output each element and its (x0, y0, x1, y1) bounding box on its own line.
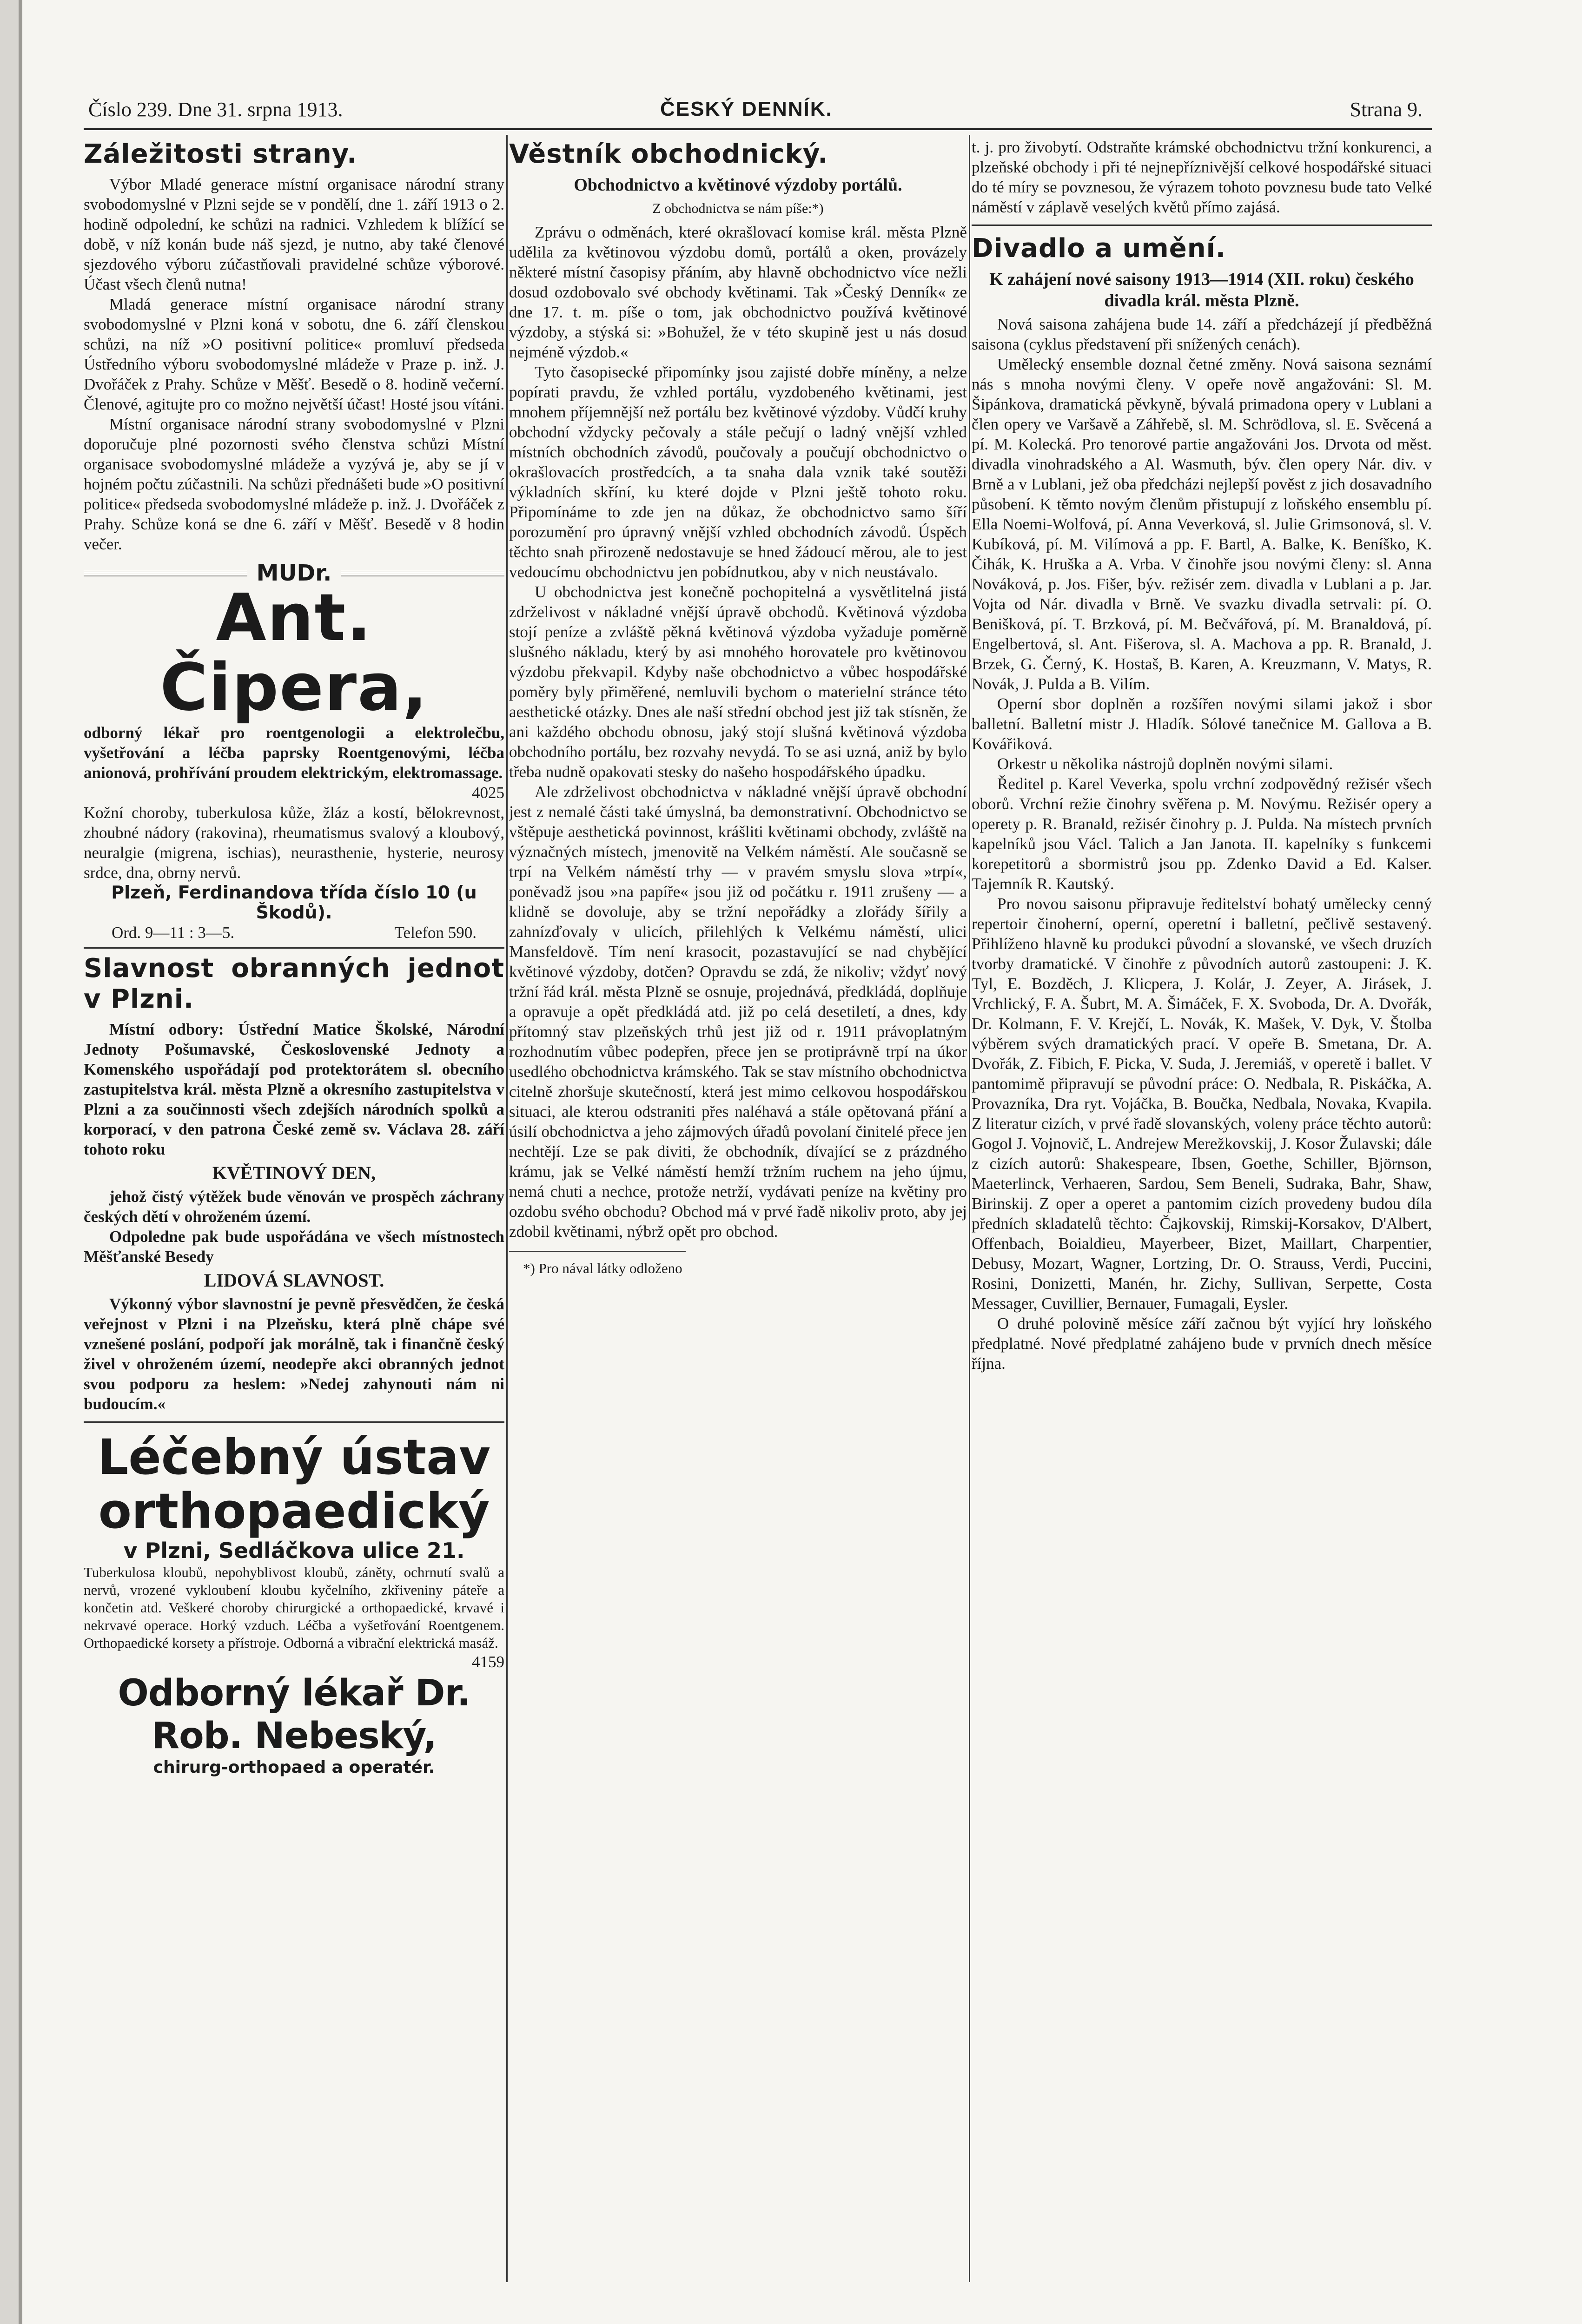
article-paragraph: Odpoledne pak bude uspořádána ve všech místnostech Měšťanské Besedy (84, 1228, 504, 1266)
article-paragraph: Tyto časopisecké připomínky jsou zajisté dobře míněny, a nelze popírati pravdu, že vzhled portálu, vyzdobeného květinami, jest mnohem příjemnější než portálu bez květinové výzdoby. Vůdčí kruhy obchodní vždycky pečovaly a stále pečují o ladný vnější vzhled místních obchodních závodů, poučovaly a poučují obchodnictvo o okrašlovacích prostředcích, a ta snaha dala vznik také soutěži výkladních skříní, ku které dojde v Plzni ještě tohoto roku. Připomínáme to zde jen na důkaz, že obchodnictvo samo šíří porozumění pro úpravný vnější vzhled obchodních závodů. Úspěch těchto snah přirozeně nedostavuje se hned žádoucí měrou, ale to jest vedoucímu obchodnictvu jen pobídnutkou, aby v nich neustávalo. (509, 363, 967, 581)
ad-doctor-name: Ant. Čipera, (160, 580, 428, 726)
ad-hours-row (84, 923, 504, 943)
article-paragraph: Pro novou saisonu připravuje ředitelství bohatý umělecky cenný repertoir činoherní, operní, operetní i balletní, pečlivě sestavený. Přihlíženo hlavně ku produkci původní a slovanské, ve všech druzích tvorby dramatické. V činohře z původních autorů zastoupeni: J. K. Tyl, E. Bozděch, J. Klicpera, J. Kolár, J. Zeyer, A. Jirásek, J. Vrchlický, F. A. Šubrt, M. A. Šimáček, F. X. Svoboda, Dr. A. Dvořák, Dr. Kolmann, F. V. Krejčí, L. Novák, K. Mašek, V. Dyk, V. Štolba výběrem svých dramatických prací. V opeře B. Smetana, Dr. A. Dvořák, Z. Fibich, F. Picka, V. Suda, J. Jeremiáš, v operetě i ballet. V pantomimě připravují se původní práce: O. Nedbala, R. Piskáčka, A. Provazníka, Dra ryt. Vojáčka, B. Boučka, Nedbala, Novaka, Kvapila. Z literatur cizích, v prvé řadě slovanských, voleny práce těchto autorů: Gogol J. Vojnovič, L. Andrejew Merežkovskij, J. Kosor Žulavski; dále z cizích autorů: Shakespeare, Ibsen, Goethe, Schiller, Björnson, Maeterlinck, Verhaeren, Sardou, Sem Beneli, Sudraka, Bahr, Shaw, Birinskij. Z oper a operet a pantomim cizích provedeny budou díla předních skladatelů těchto: Čajkovskij, Rimskij-Korsakov, D'Albert, Offenbach, Boialdieu, Mayerbeer, Bizet, Maillart, Charpentier, Debusy, Mozart, Wagner, Lortzing, Dr. O. Strauss, Verdi, Puccini, Rosini, Donizetti, Manén, hr. Zichy, Sullivan, Serpette, Costa Messager, Cuvillier, Bernauer, Fumagali, Eysler. (972, 895, 1432, 1313)
article-paragraph: Ale zdrželivost obchodnictva v nákladné vnější úpravě obchodní jest z nemalé části také úmyslná, ba demonstrativní. Obchodnictvo se vštěpuje aesthetická povinnost, krášliti květinami obchody, zvláště na význačných místech, jmenovitě na Velkém náměstí. Ale současně se trpí na Velkém náměstí trhy — v pravém smyslu slova »trpí«, poněvadž jsou »na papíře« jsou již od počátku r. 1911 zrušeny — a klidně se dovoluje, aby se tržní nepořádky a zlořády šířily a zahnízďovaly v ulicích, přilehlých k Velkému náměstí, ulici Mansfeldově. Tím není krasocit, pozastavující se nad chybějící květinové výzdoby, dotčen? Opravdu se zdá, že nikoliv; vždyť nový tržní řád král. města Plzně se osnuje, projednává, předkládá, doplňuje a opravuje a opět předkládá atd. již po celá desetiletí, a dnes, kdy přítomný stav plzeňských trhů jest již od r. 1911 právoplatným rozhodnutím vůbec podepřen, přece jen se protiprávně trpí na úkor usedlého obchodnictva krámského. Tak se stav místního obchodnictva citelně zhoršuje skutečností, která jest mimo celkovou hospodářskou situaci, ale kterou odstraniti přes naléhavá a stále opětovaná přání a úsilí obchodnictva a jeho zájmových úřadů povolaní činitelé přece jen nechtějí. Lze se pak diviti, že obchodník, dívající se z prázdného krámu, jak se Velké náměstí hemží tržním ruchem na jeho újmu, nemá chuti a nechce, protože netrží, vydávati peníze na květiny pro ozdobu svého obchodu? Obchod má v prvé řadě nikoliv proto, aby jej zdobil květinami, nýbrž opět pro obchod. (509, 783, 967, 1241)
article-paragraph: U obchodnictva jest konečně pochopitelná a vysvětlitelná jistá zdrželivost v nákladné vnější úpravě obchodů. Květinová výzdoba stojí peníze a zvláště pěkná květinová výzdoba vyžaduje poměrně slušného nákladu, který by asi mnohého horovatele pro květinovou výzdobu překvapil. Kdyby naše obchodnictvo a vůbec hospodářské poměry byly přiměřené, nemluvili bychom o materielní stránce této aesthetické otázky. Dnes ale naší střední obchod jest již tak stísněn, že ani každého obchodu obnosu, jaký stojí slušná květinová výzdoba obchodního portálu, bez rozvahy nevydá. To se asi uzná, aniž by bylo třeba nudně opakovati stesky do našeho hospodářského úpadku. (509, 583, 967, 781)
article-paragraph: Orkestr u několika nástrojů doplněn novými silami. (997, 755, 1333, 773)
section-title-theatre: Divadlo a umění. (972, 233, 1226, 264)
footnote-rule (509, 1251, 686, 1252)
footnote: *) Pro nával látky odloženo (523, 1260, 682, 1276)
article-paragraph: Umělecký ensemble doznal četné změny. Nová saisona seznámí nás s mnoha novými členy. V opeře nově angažováni: Sl. M. Šipánkova, dramatická pěvkyně, bývalá primadona opery v Lublani a člen opery ve Varšavě a Záhřebě, sl. M. Schrödlova, sl. E. Svěcená a pí. M. Kolecká. Pro tenorové partie angažováni Jos. Drvota od měst. divadla vinohradského a Al. Wasmuth, býv. člen opery Nár. div. v Brně a v Lublani, jež oba předcházi nejlepší pověst z jich dosavadního působení. K těmto novým členům přistupují z loňského ensemblu pí. Ella Noemi-Wolfová, pí. Anna Veverková, sl. Julie Grimsonová, sl. V. Kubíková, pí. M. Vilímová a pp. F. Bartl, A. Balke, K. Beníško, K. Čihák, K. Hruška a A. Vrba. V činohře jsou novými členy: sl. Anna Nováková, p. Jos. Fišer, býv. režisér zem. divadla v Lublani a p. Jar. Vojta od Nár. divadla v Brně. Ve svazku divadla setrvali: pí. O. Benišková, pí. T. Brzková, pí. M. Bečvářová, pí. M. Branaldová, pí. Engelbertová, sl. Ant. Fišerova, sl. A. Machova a pp. R. Branald, J. Brzek, G. Černý, K. Hostaš, B. Karen, A. Kreuzmann, V. Matys, R. Novák, J. Pulda a B. Vilím. (972, 355, 1432, 693)
ad-phone: Telefon 590. (394, 924, 477, 942)
article-paragraph: Místní organisace národní strany svobodomyslné v Plzni doporučuje plné pozornosti svého členstva schůzi Místní organisace svobodomyslné mládeže a vyzývá je, aby se jí v hojném počtu zúčastnili. Na schůzi přednášeti bude »O positivní politice« předseda svobodomyslné mládeže p. inž. J. Dvořáček z Prahy. Schůze koná se dne 6. září v Měšť. Besedě v 8 hodin večer. (84, 415, 504, 553)
page-fold (19, 0, 22, 2324)
article-subtitle: K zahájení nové saisony 1913—1914 (XII. roku) českého divadla král. města Plzně. (989, 270, 1414, 310)
ad-number: 4025 (472, 784, 504, 802)
article-paragraph: Nová saisona zahájena bude 14. září a předcházejí jí předběžná saisona (cyklus představení při snížených cenách). (972, 315, 1432, 353)
article-paragraph: O druhé polovině měsíce září začnou být vyjící hry loňského předplatné. Nové předplatné zahájeno bude v prvních dnech měsíce října. (972, 1314, 1432, 1373)
ad-address: Plzeň, Ferdinandova třída číslo 10 (u Škodů). (111, 882, 477, 923)
clinic-address: v Plzni, Sedláčkova ulice 21. (123, 1538, 465, 1563)
column-1 (84, 137, 504, 2284)
article-paragraph: Místní odbory: Ústřední Matice Školské, Národní Jednoty Pošumavské, Československé Jednoty a Komenského uspořádají pod protektorátem sl. obecního zastupitelstva král. města Plzně a okresního zastupitelstva v Plzni a za součinnosti všech zdejších národních spolků a korporací, v den patrona České země sv. Václava 28. září tohoto roku (84, 1020, 504, 1158)
page-margin (0, 0, 19, 2324)
article-paragraph: t. j. pro živobytí. Odstraňte krámské obchodnictvu tržní konkurenci, a plzeňské obchody i při té nejnepříznivější celkové hospodářské situaci do té míry se povznesou, že výrazem tohoto povznesu bude tato Velké náměstí v záplavě veselých květů přímo zajásá. (972, 138, 1432, 216)
section-title-party: Záležitosti strany. (84, 139, 357, 169)
article-paragraph: Mladá generace místní organisace národní strany svobodomyslné v Plzni koná v sobotu, dne 6. září členskou schůzi, na níž »O positivní politice« promluví předseda Ústředního výboru svobodomyslné mládeže v Praze p. inž. J. Dvořáček z Prahy. Schůze v Měšť. Besedě o 8. hodině večerní. Členové, agitujte pro co možno největší účast! Hosté jsou vítáni. (84, 295, 504, 413)
clinic-title: Léčebný ústav orthopaedický (97, 1429, 491, 1539)
masthead (88, 98, 1423, 130)
lidova-slavnost: LIDOVÁ SLAVNOST. (204, 1270, 384, 1291)
ad-text: odborný lékař pro roentgenologii a elektrolečbu, vyšetřování a léčba paprsky Roentgenovými, léčba anionová, prohřívání proudem elektrickým, elektromassage. (84, 724, 504, 782)
article-subtitle: Obchodnictvo a květinové výzdoby portálů. (574, 175, 902, 195)
clinic-text: Tuberkulosa kloubů, nepohyblivost kloubů, záněty, ochrnutí svalů a nervů, vrozené vykloubení kloubu kyčelního, zkřiveniny páteře a končetin atd. Veškeré choroby chirurgické a orthopaedické, krvavé i nekrvavé operace. Horký vzduch. Léčba a vyšetřování Roentgenem. Orthopaedické korsety a přístroje. Odborná a vibrační elektrická masáž. (84, 1564, 504, 1651)
column-3 (972, 137, 1432, 2284)
article-paragraph: Zprávu o odměnách, které okrašlovací komise král. města Plzně udělila za květinovou výzdobu domů, portálů a oken, provázely některé místní časopisy přáním, aby hlavně obchodnictvo více nežli dosud ozdobovalo své obchody květinami. Tak »Český Denník« ze dne 17. t. m. píše o tom, jak obchodnictvo používá květinové výzdoby, a stýská si: »Bohužel, že v této skupině jest u nás dosud nejméně výzdob.« (509, 223, 967, 361)
column-rule (969, 135, 970, 2282)
column-2 (509, 137, 967, 2284)
page-number: Strana 9. (1350, 98, 1423, 121)
advert-cipera (84, 560, 504, 949)
clinic-number: 4159 (472, 1653, 504, 1671)
issue-date: Číslo 239. Dne 31. srpna 1913. (88, 98, 343, 121)
column-rule (506, 135, 508, 2282)
divider (84, 1421, 504, 1423)
masthead-rule (84, 128, 1432, 130)
section-title-slavnost: Slavnost obranných jednot v Plzni. (84, 953, 504, 1014)
clinic-doctor-sub: chirurg-orthopaed a operatér. (153, 1758, 435, 1777)
ad-text: Kožní choroby, tuberkulosa kůže, žláz a kostí, bělokrevnost, zhoubné nádory (rakovina), rheumatismus svalový a kloubový, neuralgie (migrena, ischias), neurasthenie, hysterie, neurosy srdce, dna, obrny nervů. (84, 804, 504, 882)
article-paragraph: Operní sbor doplněn a rozšířen novými silami jakož i sbor balletní. Balletní mistr J. Hladík. Sólové tanečnice M. Gallova a B. Kovářiková. (972, 695, 1432, 753)
ad-hours: Ord. 9—11 : 3—5. (112, 924, 235, 942)
ad-mudr: MUDr. (256, 560, 332, 586)
article-note: Z obchodnictva se nám píše:*) (652, 201, 824, 216)
article-paragraph: Ředitel p. Karel Veverka, spolu vrchní zodpovědný režisér všech oborů. Vrchní režie činohry svěřena p. M. Novýmu. Režisér opery a operety p. R. Branald, režisér činohry p. J. Pulda. Na místech prvních kapelníků jsou Václ. Talich a Jan Janota. II. kapelníky s funkcemi korepetitorů a sbormistrů jsou pp. Zdenko David a Ed. Kalser. Tajemník R. Kautský. (972, 775, 1432, 893)
article-paragraph: jehož čistý výtěžek bude věnován ve prospěch záchrany českých dětí v ohroženém území. (84, 1188, 504, 1226)
divider (972, 224, 1432, 226)
kvetinovy-den: KVĚTINOVÝ DEN, (212, 1162, 376, 1183)
section-title-commerce: Věstník obchodnický. (509, 139, 828, 169)
newspaper-title: ČESKÝ DENNÍK. (660, 98, 833, 120)
clinic-doctor: Odborný lékař Dr. Rob. Nebeský, (118, 1672, 470, 1757)
advert-clinic (84, 1430, 504, 1782)
article-paragraph: Výbor Mladé generace místní organisace národní strany svobodomyslné v Plzni sejde se v pondělí, dne 1. září 1913 o 2. hodině odpolední, ke schůzi na radnici. Vzhledem k blížící se době, v níž konán bude náš sjezd, je nutno, aby také členové sjezdového výboru zúčastňovali pravidelné schůze výborové. Účast všech členů nutna! (84, 175, 504, 293)
article-paragraph: Výkonný výbor slavnostní je pevně přesvědčen, že česká veřejnost v Plzni i na Plzeňsku, která plně chápe své vznešené poslání, podpoří jak morálně, tak i finančně český živel v ohroženém území, neodepře akci obranných jednot svou podporu za heslem: »Nedej zahynouti nám ni budoucím.« (84, 1295, 504, 1413)
